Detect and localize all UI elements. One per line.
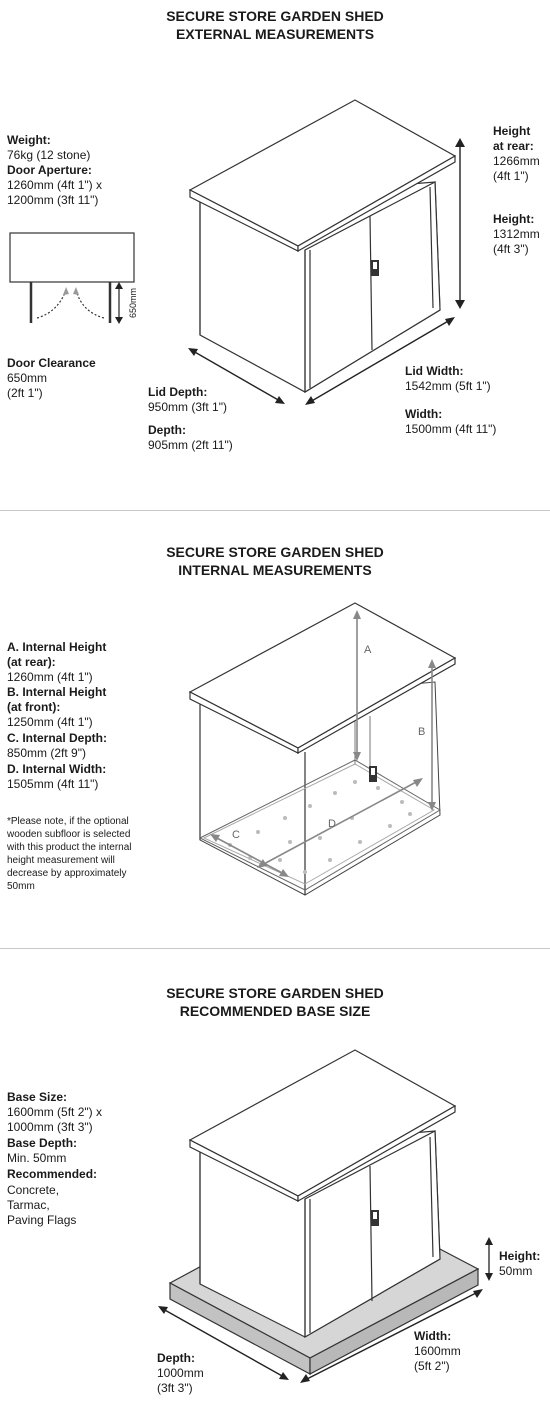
base-depth-value: Min. 50mm xyxy=(7,1151,67,1165)
height-rear-value-1: 1266mm xyxy=(493,154,540,168)
svg-text:650mm: 650mm xyxy=(128,287,138,319)
base-depth-dim-value-1: 1000mm xyxy=(157,1366,204,1380)
base-width-value-1: 1600mm xyxy=(414,1344,461,1358)
base-title-line2: RECOMMENDED BASE SIZE xyxy=(179,1003,371,1019)
internal-a-label-2: (at rear): xyxy=(7,655,56,669)
internal-c-value: 850mm (2ft 9") xyxy=(7,746,86,760)
internal-a-label-1: A. Internal Height xyxy=(7,640,107,654)
door-aperture-value-2: 1200mm (3ft 11") xyxy=(7,193,99,207)
height-value-2: (4ft 3") xyxy=(493,242,529,256)
width-label: Width: xyxy=(405,407,443,421)
lid-width-label: Lid Width: xyxy=(405,364,464,378)
marker-b: B xyxy=(418,726,426,738)
internal-shed-drawing xyxy=(0,520,550,940)
internal-note-line-2: wooden subfloor is selected xyxy=(7,829,131,840)
internal-title-line2: INTERNAL MEASUREMENTS xyxy=(178,562,372,578)
internal-b-value: 1250mm (4ft 1") xyxy=(7,715,93,729)
door-aperture-label: Door Aperture: xyxy=(7,163,92,177)
internal-note-line-4: height measurement will xyxy=(7,855,115,866)
internal-a-value: 1260mm (4ft 1") xyxy=(7,670,93,684)
door-clearance-value-1: 650mm xyxy=(7,371,48,385)
external-title-line1: SECURE STORE GARDEN SHED xyxy=(166,8,384,24)
base-width-value-2: (5ft 2") xyxy=(414,1359,450,1373)
internal-note-line-5: decrease by approximately xyxy=(7,868,127,879)
depth-label: Depth: xyxy=(148,423,186,437)
section-divider-1 xyxy=(0,510,550,511)
marker-a: A xyxy=(364,644,372,656)
internal-note-line-6: 50mm xyxy=(7,881,35,892)
internal-note-line-1: *Please note, if the optional xyxy=(7,816,129,827)
base-shed-drawing xyxy=(0,944,550,1404)
depth-value: 905mm (2ft 11") xyxy=(148,438,233,452)
lid-depth-label: Lid Depth: xyxy=(148,385,208,399)
internal-title-line1: SECURE STORE GARDEN SHED xyxy=(166,544,384,560)
door-aperture-value-1: 1260mm (4ft 1") x xyxy=(7,178,102,192)
internal-d-value: 1505mm (4ft 11") xyxy=(7,777,99,791)
marker-c: C xyxy=(232,829,240,841)
internal-c-label: C. Internal Depth: xyxy=(7,731,108,745)
base-height-label: Height: xyxy=(499,1249,541,1263)
base-width-label: Width: xyxy=(414,1329,452,1343)
external-title-line2: EXTERNAL MEASUREMENTS xyxy=(175,26,375,42)
height-label: Height: xyxy=(493,212,535,226)
base-size-value-1: 1600mm (5ft 2") x xyxy=(7,1105,102,1119)
height-value-1: 1312mm xyxy=(493,227,540,241)
width-value: 1500mm (4ft 11") xyxy=(405,422,497,436)
lid-depth-value: 950mm (3ft 1") xyxy=(148,400,227,414)
base-depth-label: Base Depth: xyxy=(7,1136,78,1150)
height-rear-value-2: (4ft 1") xyxy=(493,169,529,183)
internal-b-label-1: B. Internal Height xyxy=(7,685,107,699)
recommended-item-2: Tarmac, xyxy=(7,1198,50,1212)
base-title-line1: SECURE STORE GARDEN SHED xyxy=(166,985,384,1001)
recommended-item-1: Concrete, xyxy=(7,1183,60,1197)
marker-d: D xyxy=(328,818,336,830)
lid-width-value: 1542mm (5ft 1") xyxy=(405,379,491,393)
internal-d-label: D. Internal Width: xyxy=(7,762,107,776)
base-size-label: Base Size: xyxy=(7,1090,68,1104)
weight-label: Weight: xyxy=(7,133,51,147)
height-rear-label-2: at rear: xyxy=(493,139,534,153)
base-size-value-2: 1000mm (3ft 3") xyxy=(7,1120,93,1134)
base-depth-dim-value-2: (3ft 3") xyxy=(157,1381,193,1395)
base-depth-dim-label: Depth: xyxy=(157,1351,195,1365)
weight-value: 76kg (12 stone) xyxy=(7,148,91,162)
door-clearance-label: Door Clearance xyxy=(7,356,96,370)
door-clearance-value-2: (2ft 1") xyxy=(7,386,43,400)
external-shed-drawing xyxy=(0,0,550,520)
recommended-item-3: Paving Flags xyxy=(7,1213,77,1227)
base-height-value: 50mm xyxy=(499,1264,533,1278)
internal-b-label-2: (at front): xyxy=(7,700,61,714)
internal-note-line-3: with this product the internal xyxy=(7,842,132,853)
recommended-label: Recommended: xyxy=(7,1167,98,1181)
height-rear-label-1: Height xyxy=(493,124,531,138)
